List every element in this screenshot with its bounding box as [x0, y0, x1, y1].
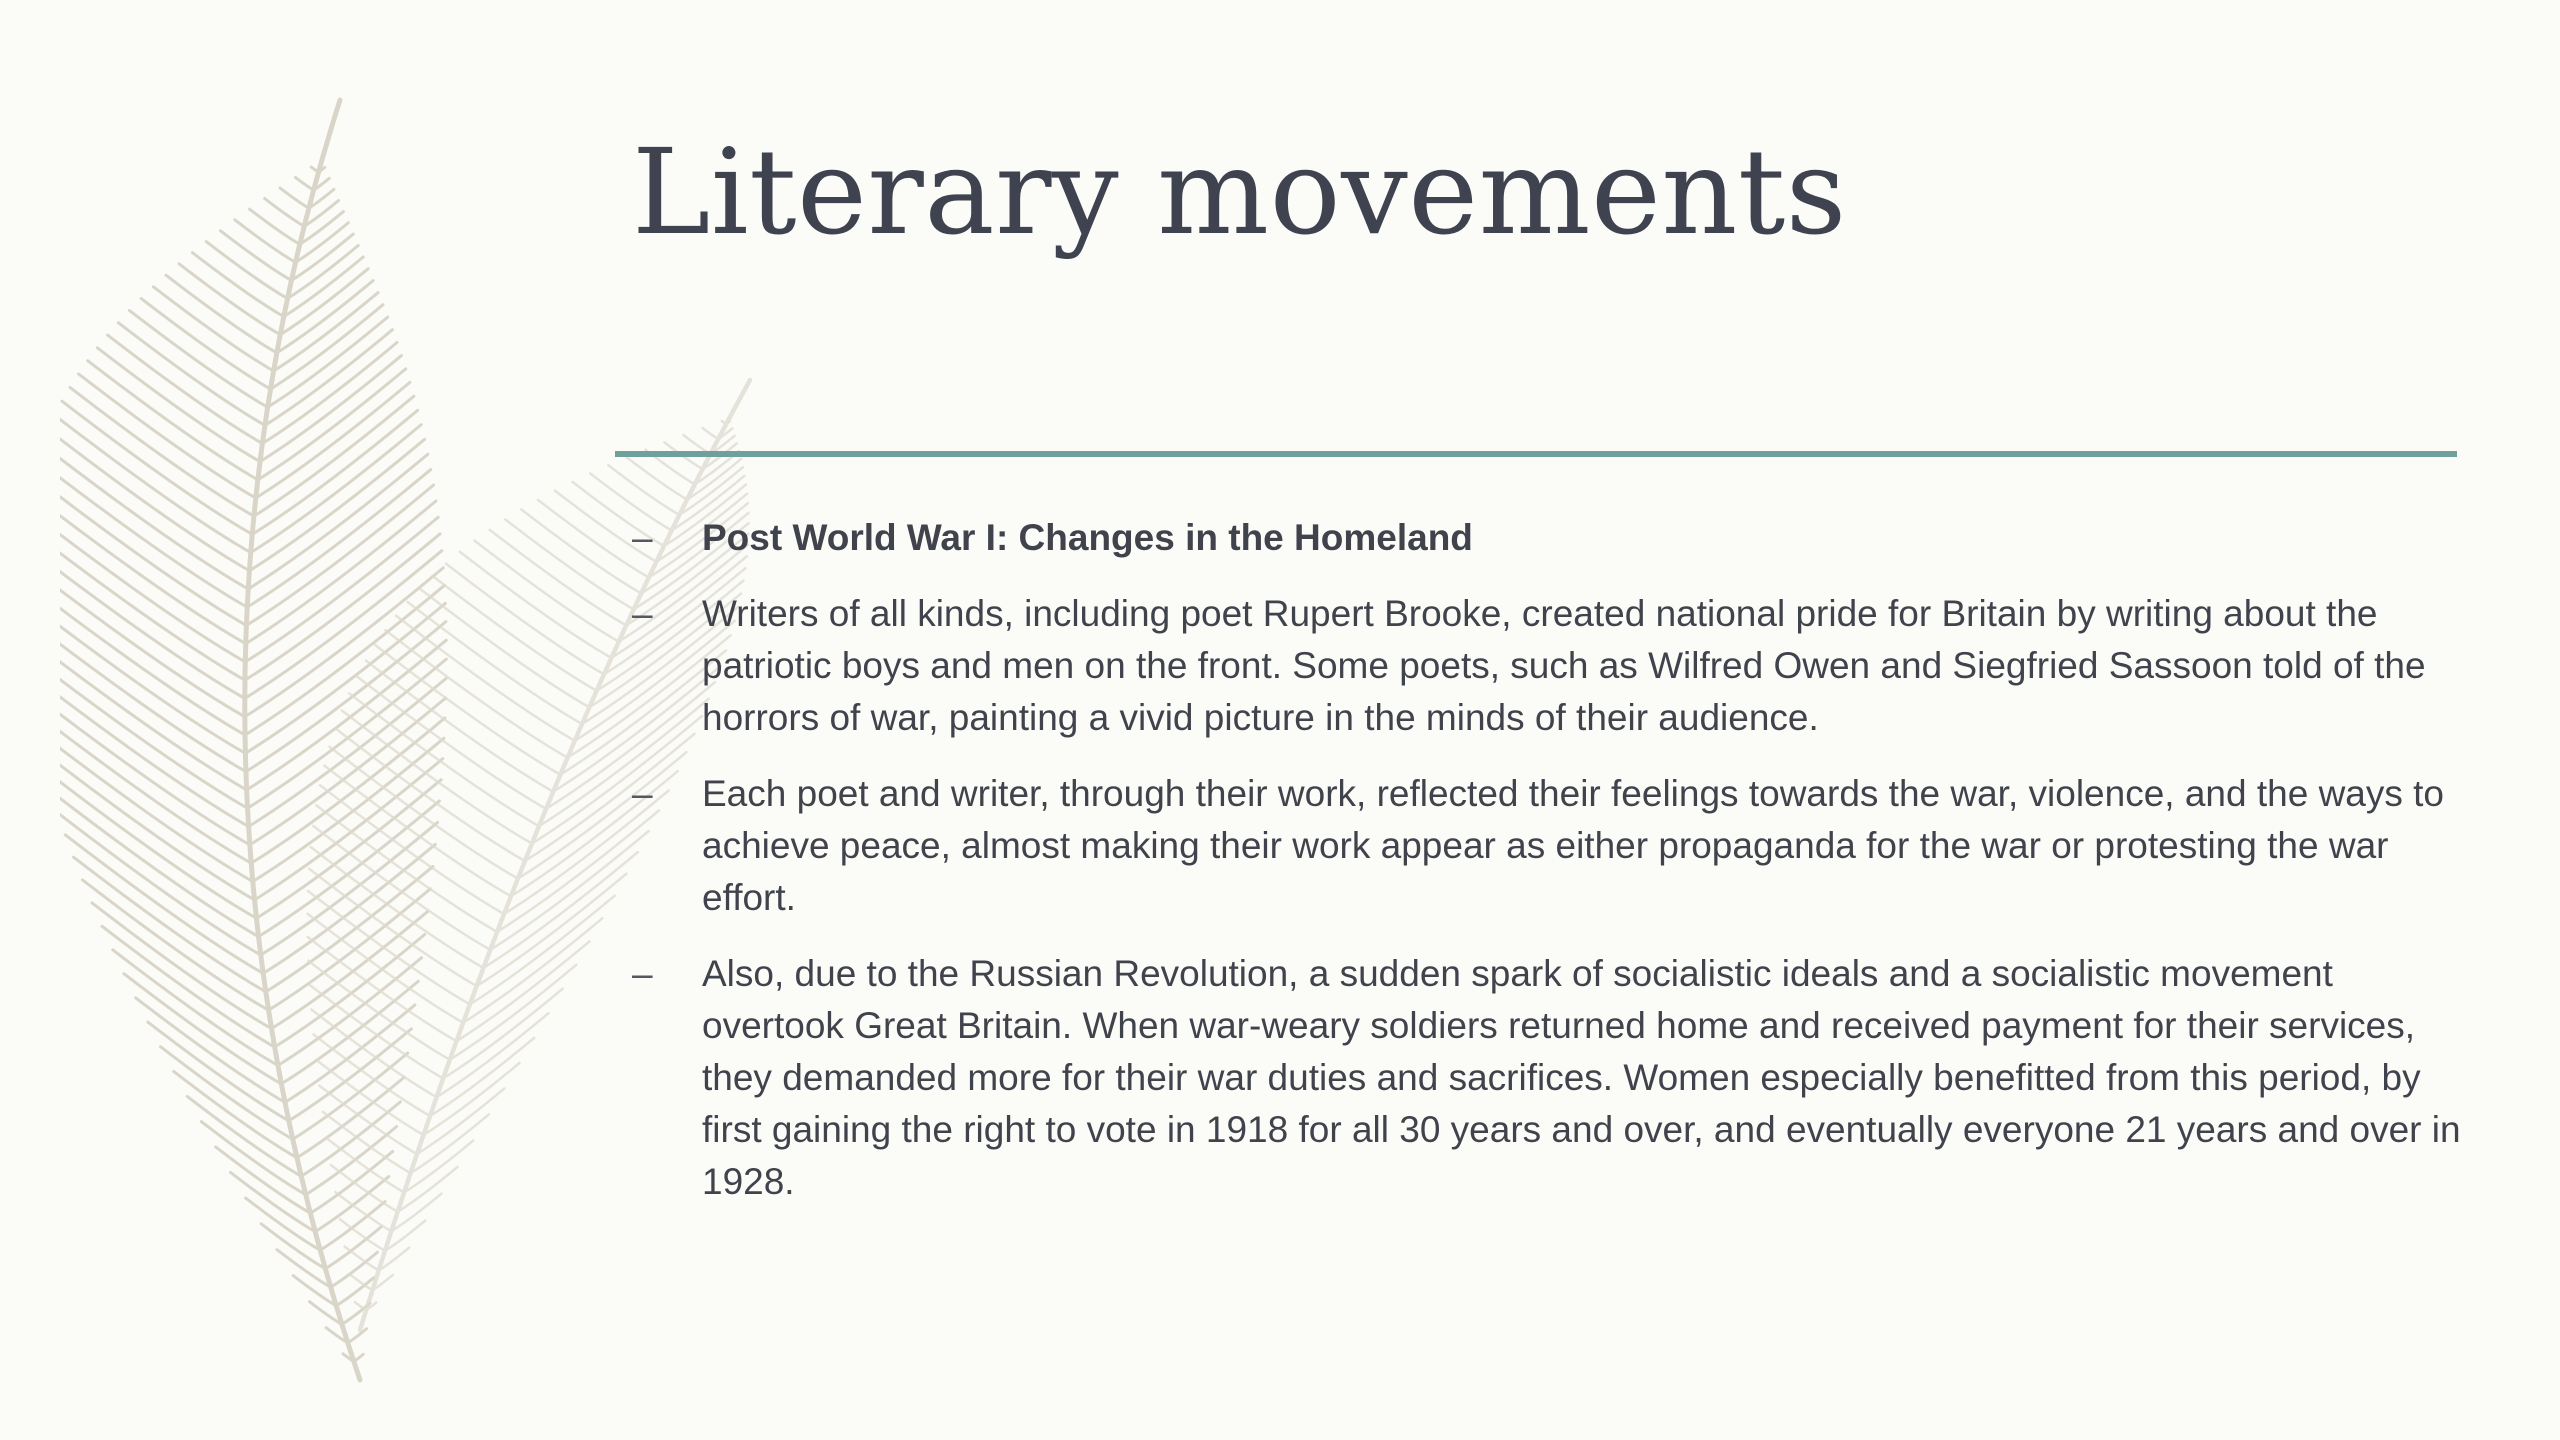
dash-marker: – [632, 773, 653, 814]
title-divider [615, 451, 2457, 457]
slide-title: Literary movements [632, 123, 1847, 261]
bullet-text: Post World War I: Changes in the Homeland [702, 517, 1473, 558]
bullet-text: Each poet and writer, through their work, reflected their feelings towards the war, violence, and the ways to achieve peace, almost making their work appear as either propaganda for the war or protesting the war effort. [702, 773, 2444, 918]
dash-marker: – [632, 593, 653, 634]
bullet-text: Also, due to the Russian Revolution, a sudden spark of socialistic ideals and a socialistic movement overtook Great Britain. When war-weary soldiers returned home and received payment for their services, they demanded more for their war duties and sacrifices. Women especially benefitted from this period, by first gaining the right to vote in 1918 for all 30 years and over, and eventually everyone 21 years and over in 1928. [702, 953, 2461, 1202]
bullet-item [632, 768, 2462, 924]
bullet-list [632, 512, 2462, 1232]
bullet-text: Writers of all kinds, including poet Rupert Brooke, created national pride for Britain by writing about the patriotic boys and men on the front. Some poets, such as Wilfred Owen and Siegfried Sassoon told of the horrors of war, painting a vivid picture in the minds of their audience. [702, 593, 2426, 738]
dash-marker: – [632, 517, 653, 558]
bullet-item [632, 588, 2462, 744]
bullet-item [632, 512, 2462, 564]
bullet-item [632, 948, 2462, 1208]
dash-marker: – [632, 953, 653, 994]
